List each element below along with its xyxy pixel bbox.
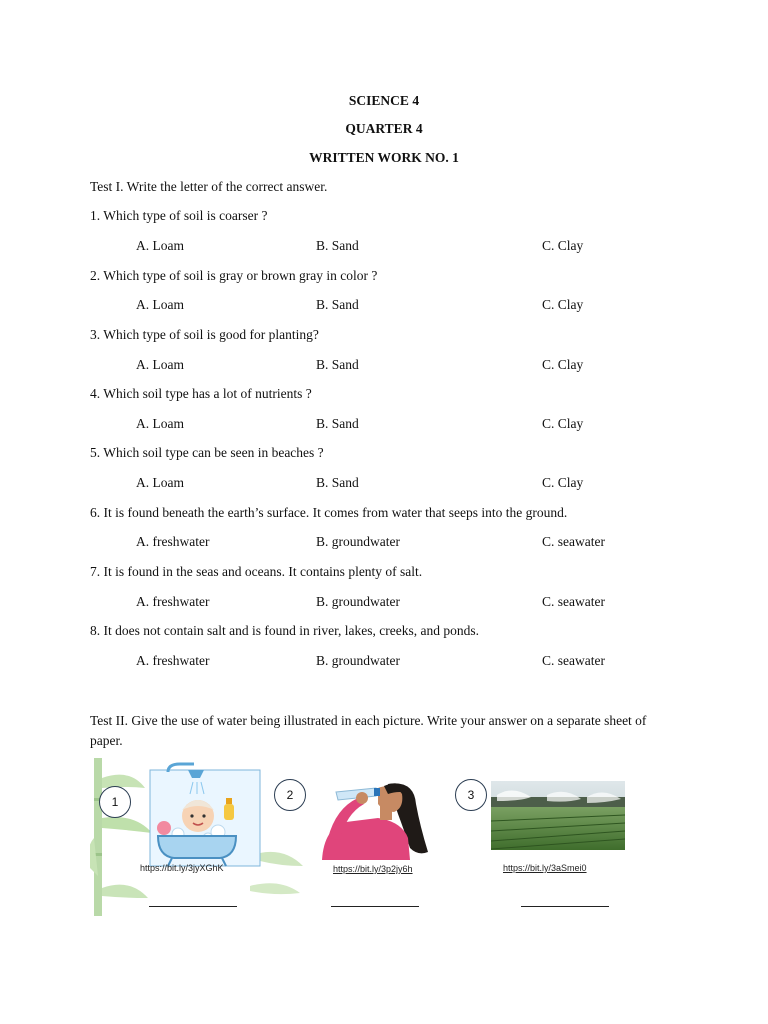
q5-option-a: A. Loam	[136, 475, 184, 490]
q3-option-b: B. Sand	[316, 357, 359, 372]
picture-1-link[interactable]: https://bit.ly/3jyXGhK	[140, 863, 224, 873]
q3-option-c: C. Clay	[542, 357, 584, 372]
question-6: 6. It is found beneath the earth’s surface. It comes from water that seeps into the ground.	[90, 505, 568, 520]
question-5: 5. Which soil type can be seen in beaches ?	[90, 445, 324, 460]
q3-option-a: A. Loam	[136, 357, 184, 372]
bamboo-bath-illustration	[90, 758, 305, 916]
q6-option-a: A. freshwater	[136, 534, 210, 549]
q1-option-a: A. Loam	[136, 238, 184, 253]
picture-number-3: 3	[455, 779, 487, 811]
test1-instruction: Test I. Write the letter of the correct answer.	[90, 179, 328, 194]
answer-blank-3[interactable]	[521, 906, 609, 907]
woman-drinking-illustration	[318, 778, 438, 860]
question-1: 1. Which type of soil is coarser ?	[90, 208, 268, 223]
picture-number-1: 1	[99, 786, 131, 818]
q2-option-a: A. Loam	[136, 297, 184, 312]
q6-option-c: C. seawater	[542, 534, 605, 549]
field-irrigation-illustration	[491, 781, 625, 850]
q2-option-c: C. Clay	[542, 297, 584, 312]
quarter-title: QUARTER 4	[345, 121, 423, 136]
drinking-picture	[318, 778, 438, 860]
q1-option-b: B. Sand	[316, 238, 359, 253]
picture-2-link[interactable]: https://bit.ly/3p2jy6h	[333, 864, 413, 874]
subject-title: SCIENCE 4	[348, 93, 420, 108]
q8-option-c: C. seawater	[542, 653, 605, 668]
written-work-title: WRITTEN WORK NO. 1	[309, 150, 459, 165]
q5-option-c: C. Clay	[542, 475, 584, 490]
q5-option-b: B. Sand	[316, 475, 359, 490]
answer-blank-1[interactable]	[149, 906, 237, 907]
q1-option-c: C. Clay	[542, 238, 584, 253]
test2-instruction: Test II. Give the use of water being illustrated in each picture. Write your answer on a separate sheet of paper.	[90, 713, 647, 748]
q7-option-b: B. groundwater	[316, 594, 400, 609]
question-3: 3. Which type of soil is good for planting?	[90, 327, 319, 342]
q6-option-b: B. groundwater	[316, 534, 400, 549]
answer-blank-2[interactable]	[331, 906, 419, 907]
q4-option-c: C. Clay	[542, 416, 584, 431]
irrigation-picture	[491, 781, 625, 850]
question-7: 7. It is found in the seas and oceans. It contains plenty of salt.	[90, 564, 423, 579]
picture-3-link[interactable]: https://bit.ly/3aSmei0	[503, 863, 587, 873]
q8-option-a: A. freshwater	[136, 653, 210, 668]
bath-picture	[90, 758, 305, 916]
q4-option-a: A. Loam	[136, 416, 184, 431]
q2-option-b: B. Sand	[316, 297, 359, 312]
q4-option-b: B. Sand	[316, 416, 359, 431]
q7-option-a: A. freshwater	[136, 594, 210, 609]
q7-option-c: C. seawater	[542, 594, 605, 609]
question-8: 8. It does not contain salt and is found in river, lakes, creeks, and ponds.	[90, 623, 479, 638]
question-2: 2. Which type of soil is gray or brown gray in color ?	[90, 268, 378, 283]
q8-option-b: B. groundwater	[316, 653, 400, 668]
question-4: 4. Which soil type has a lot of nutrients ?	[90, 386, 312, 401]
picture-number-2: 2	[274, 779, 306, 811]
